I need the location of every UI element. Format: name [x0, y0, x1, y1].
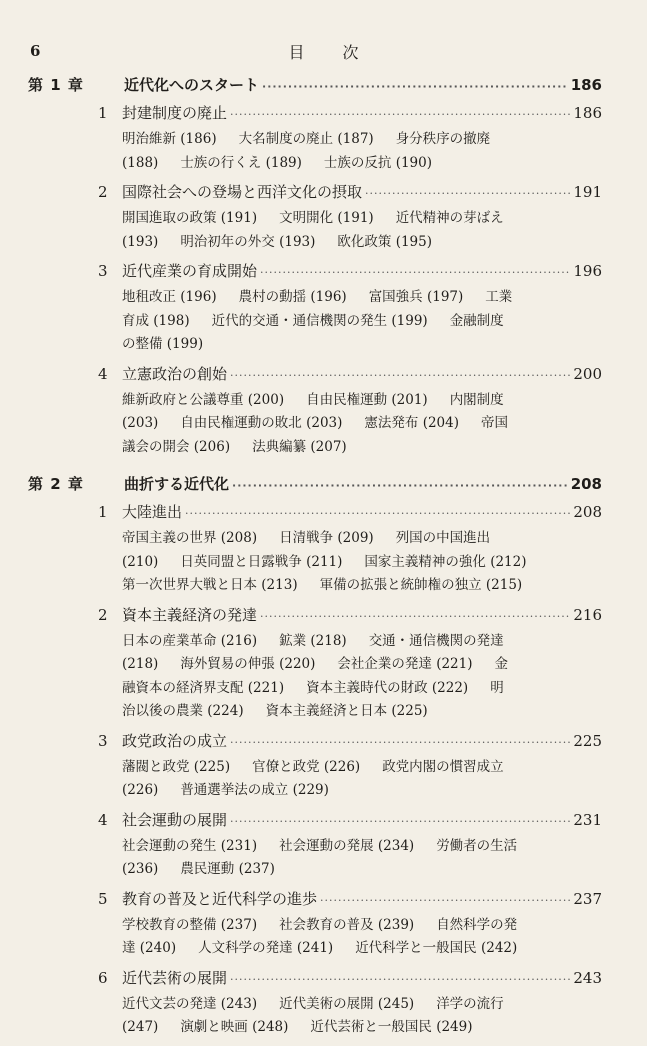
subsection-item: (236) [122, 861, 159, 877]
section-page: 186 [573, 104, 602, 122]
subsection-item: 文明開化 (191) [279, 210, 374, 226]
subsection-item: 社会運動の発生 (231) [122, 837, 258, 854]
section-heading [28, 260, 602, 286]
section-page: 208 [573, 503, 602, 521]
section-title: 立憲政治の創始 [122, 364, 228, 383]
chapter-title: 近代化へのスタート [124, 76, 260, 94]
subsection-item: 社会運動の発展 (234) [279, 837, 415, 854]
section-heading [28, 363, 602, 389]
subsection-item: 鉱業 (218) [279, 632, 347, 649]
subsection-item: 農民運動 (237) [180, 861, 275, 877]
leader-dots [230, 108, 570, 121]
subsection-item: 育成 (198) [122, 312, 190, 329]
subsection-item: 社会教育の普及 (239) [279, 916, 415, 933]
chapter-heading [28, 74, 602, 102]
subsection-item: 維新政府と公議尊重 (200) [122, 391, 285, 408]
leader-dots [320, 894, 570, 907]
subsection-line [122, 1016, 602, 1040]
subsection-item: 労働者の生活 [436, 837, 518, 854]
subsection-item: (218) [122, 656, 159, 672]
subsection-line [122, 574, 602, 598]
subsection-line [122, 551, 602, 575]
subsection-item: 明治初年の外交 (193) [180, 233, 316, 250]
section-title: 政党政治の成立 [122, 731, 228, 750]
section-heading [28, 967, 602, 993]
subsection-line [122, 412, 602, 436]
section-number: 4 [98, 810, 108, 829]
subsection-item: 地租改正 (196) [122, 289, 217, 305]
subsection-item: 憲法発布 (204) [364, 415, 459, 431]
section-page: 200 [573, 364, 602, 383]
section-page: 243 [573, 968, 602, 987]
section-number: 5 [98, 889, 108, 908]
subsection-line [122, 286, 602, 310]
subsection-line [122, 128, 602, 152]
subsection-list [28, 207, 602, 254]
section-heading [28, 730, 602, 756]
subsection-item: (203) [122, 415, 159, 431]
subsection-item: 内閣制度 [449, 391, 504, 408]
subsection-item: 列国の中国進出 [395, 530, 491, 546]
subsection-line [122, 835, 602, 859]
subsection-list [28, 630, 602, 724]
subsection-line [122, 937, 602, 961]
subsection-line [122, 630, 602, 654]
subsection-item: (247) [122, 1019, 159, 1035]
subsection-list [28, 835, 602, 882]
subsection-line [122, 677, 602, 701]
subsection-item: 自由民権運動の敗北 (203) [180, 415, 343, 431]
leader-dots [185, 507, 570, 520]
section-heading [28, 604, 602, 630]
subsection-list [28, 756, 602, 803]
leader-dots [365, 187, 570, 200]
subsection-item: 金融制度 [449, 312, 504, 329]
subsection-line [122, 231, 602, 255]
subsection-item: 富国強兵 (197) [368, 289, 464, 305]
subsection-item: 交通・通信機関の発達 [368, 632, 504, 649]
subsection-line [122, 152, 602, 176]
subsection-item: の整備 (199) [122, 336, 204, 352]
chapter-heading [28, 473, 602, 501]
subsection-line [122, 993, 602, 1017]
subsection-item: 日清戦争 (209) [279, 530, 374, 546]
subsection-line [122, 436, 602, 460]
section-title: 資本主義経済の発達 [122, 605, 258, 624]
section-heading [28, 501, 602, 527]
section-page: 216 [573, 605, 602, 624]
section-heading [28, 181, 602, 207]
subsection-item: 近代文芸の発達 (243) [122, 995, 258, 1012]
subsection-item: (188) [122, 154, 159, 171]
section-page: 191 [573, 183, 602, 201]
page-header [0, 40, 647, 64]
section-title: 大陸進出 [122, 503, 183, 521]
subsection-item: 明治維新 (186) [122, 131, 217, 147]
section-number: 2 [98, 605, 108, 624]
subsection-line [122, 858, 602, 882]
section-title: 国際社会への登場と西洋文化の摂取 [122, 183, 363, 201]
subsection-item: 政党内閣の慣習成立 [382, 758, 504, 775]
subsection-item: 工業 [485, 289, 513, 305]
subsection-item: 欧化政策 (195) [337, 233, 432, 250]
subsection-item: 議会の開会 (206) [122, 438, 231, 455]
section-number: 1 [98, 104, 108, 122]
chapter-label: 第 2 章 [28, 475, 84, 493]
subsection-item: (210) [122, 553, 159, 570]
subsection-item: 官僚と政党 (226) [252, 758, 361, 775]
section-number: 4 [98, 364, 108, 383]
subsection-item: 藩閥と政党 (225) [122, 758, 231, 775]
subsection-item: 第一次世界大戦と日本 (213) [122, 577, 298, 593]
leader-dots [262, 80, 568, 93]
subsection-line [122, 914, 602, 938]
leader-dots [260, 266, 570, 279]
subsection-line [122, 207, 602, 231]
subsection-item: 学校教育の整備 (237) [122, 916, 258, 933]
section-number: 3 [98, 262, 108, 280]
leader-dots [230, 815, 570, 828]
subsection-list [28, 914, 602, 961]
subsection-line [122, 700, 602, 724]
subsection-item: 法典編纂 (207) [252, 438, 347, 455]
subsection-item: 大名制度の廃止 (187) [238, 131, 374, 147]
subsection-list [28, 527, 602, 598]
subsection-item: 士族の行くえ (189) [180, 154, 302, 171]
subsection-item: 近代美術の展開 (245) [279, 995, 415, 1012]
subsection-line [122, 333, 602, 357]
section-heading [28, 102, 602, 128]
section-heading [28, 888, 602, 914]
subsection-line [122, 653, 602, 677]
section-title: 封建制度の廃止 [122, 104, 228, 122]
chapter-label: 第 1 章 [28, 76, 84, 94]
subsection-item: 近代的交通・通信機関の発生 (199) [211, 312, 428, 329]
section-title: 教育の普及と近代科学の進歩 [122, 889, 318, 908]
subsection-item: 達 (240) [122, 940, 177, 956]
subsection-item: 資本主義時代の財政 (222) [306, 679, 469, 696]
section-title: 社会運動の展開 [122, 810, 228, 829]
subsection-line [122, 310, 602, 334]
subsection-item: 人文科学の発達 (241) [198, 940, 334, 956]
subsection-item: 帝国 [481, 415, 508, 431]
subsection-item: 洋学の流行 [436, 995, 504, 1012]
section-number: 3 [98, 731, 108, 750]
subsection-item: 近代精神の芽ばえ [395, 210, 504, 226]
subsection-list [28, 128, 602, 175]
subsection-line [122, 779, 602, 803]
subsection-item: 国家主義精神の強化 (212) [364, 553, 527, 570]
subsection-item: 資本主義経済と日本 (225) [265, 703, 428, 719]
subsection-item: 普通選挙法の成立 (229) [180, 782, 329, 798]
chapter-title: 曲折する近代化 [124, 475, 230, 493]
page-title: 目次 [288, 43, 397, 62]
section-title: 近代芸術の展開 [122, 968, 228, 987]
subsection-item: (226) [122, 782, 159, 798]
leader-dots [230, 736, 570, 749]
subsection-item: 軍備の拡張と統帥権の独立 (215) [319, 577, 523, 593]
subsection-item: 近代科学と一般国民 (242) [355, 940, 518, 956]
section-number: 1 [98, 503, 108, 521]
subsection-list [28, 286, 602, 357]
table-of-contents [28, 74, 602, 1046]
section-page: 196 [573, 262, 602, 280]
subsection-line [122, 756, 602, 780]
subsection-item: 日本の産業革命 (216) [122, 632, 258, 649]
leader-dots [260, 610, 570, 623]
chapter-page: 208 [570, 475, 602, 493]
section-page: 231 [573, 810, 602, 829]
subsection-line [122, 389, 602, 413]
chapter-page: 186 [570, 76, 602, 94]
subsection-item: 治以後の農業 (224) [122, 703, 244, 719]
subsection-item: 農村の動揺 (196) [238, 289, 347, 305]
subsection-item: 会社企業の発達 (221) [337, 656, 473, 672]
section-heading [28, 809, 602, 835]
subsection-item: 自由民権運動 (201) [306, 391, 428, 408]
section-page: 225 [573, 731, 602, 750]
subsection-line [122, 527, 602, 551]
subsection-item: 海外貿易の伸張 (220) [180, 656, 316, 672]
subsection-item: 身分秩序の撤廃 [395, 131, 491, 147]
subsection-item: (193) [122, 233, 159, 250]
subsection-item: 金 [494, 656, 508, 672]
subsection-item: 自然科学の発 [436, 916, 518, 933]
section-title: 近代産業の育成開始 [122, 262, 258, 280]
subsection-item: 演劇と映画 (248) [180, 1019, 289, 1035]
subsection-item: 明 [490, 679, 504, 696]
section-number: 6 [98, 968, 108, 987]
subsection-item: 日英同盟と日露戦争 (211) [180, 553, 343, 570]
page-number: 6 [30, 42, 41, 60]
subsection-item: 帝国主義の世界 (208) [122, 530, 258, 546]
subsection-list [28, 389, 602, 460]
subsection-item: 開国進取の政策 (191) [122, 210, 258, 226]
leader-dots [230, 973, 570, 986]
leader-dots [232, 479, 568, 492]
section-number: 2 [98, 183, 108, 201]
section-page: 237 [573, 889, 602, 908]
leader-dots [230, 369, 570, 382]
subsection-item: 士族の反抗 (190) [323, 154, 432, 171]
subsection-item: 融資本の経済界支配 (221) [122, 679, 285, 696]
subsection-item: 近代芸術と一般国民 (249) [310, 1019, 473, 1035]
